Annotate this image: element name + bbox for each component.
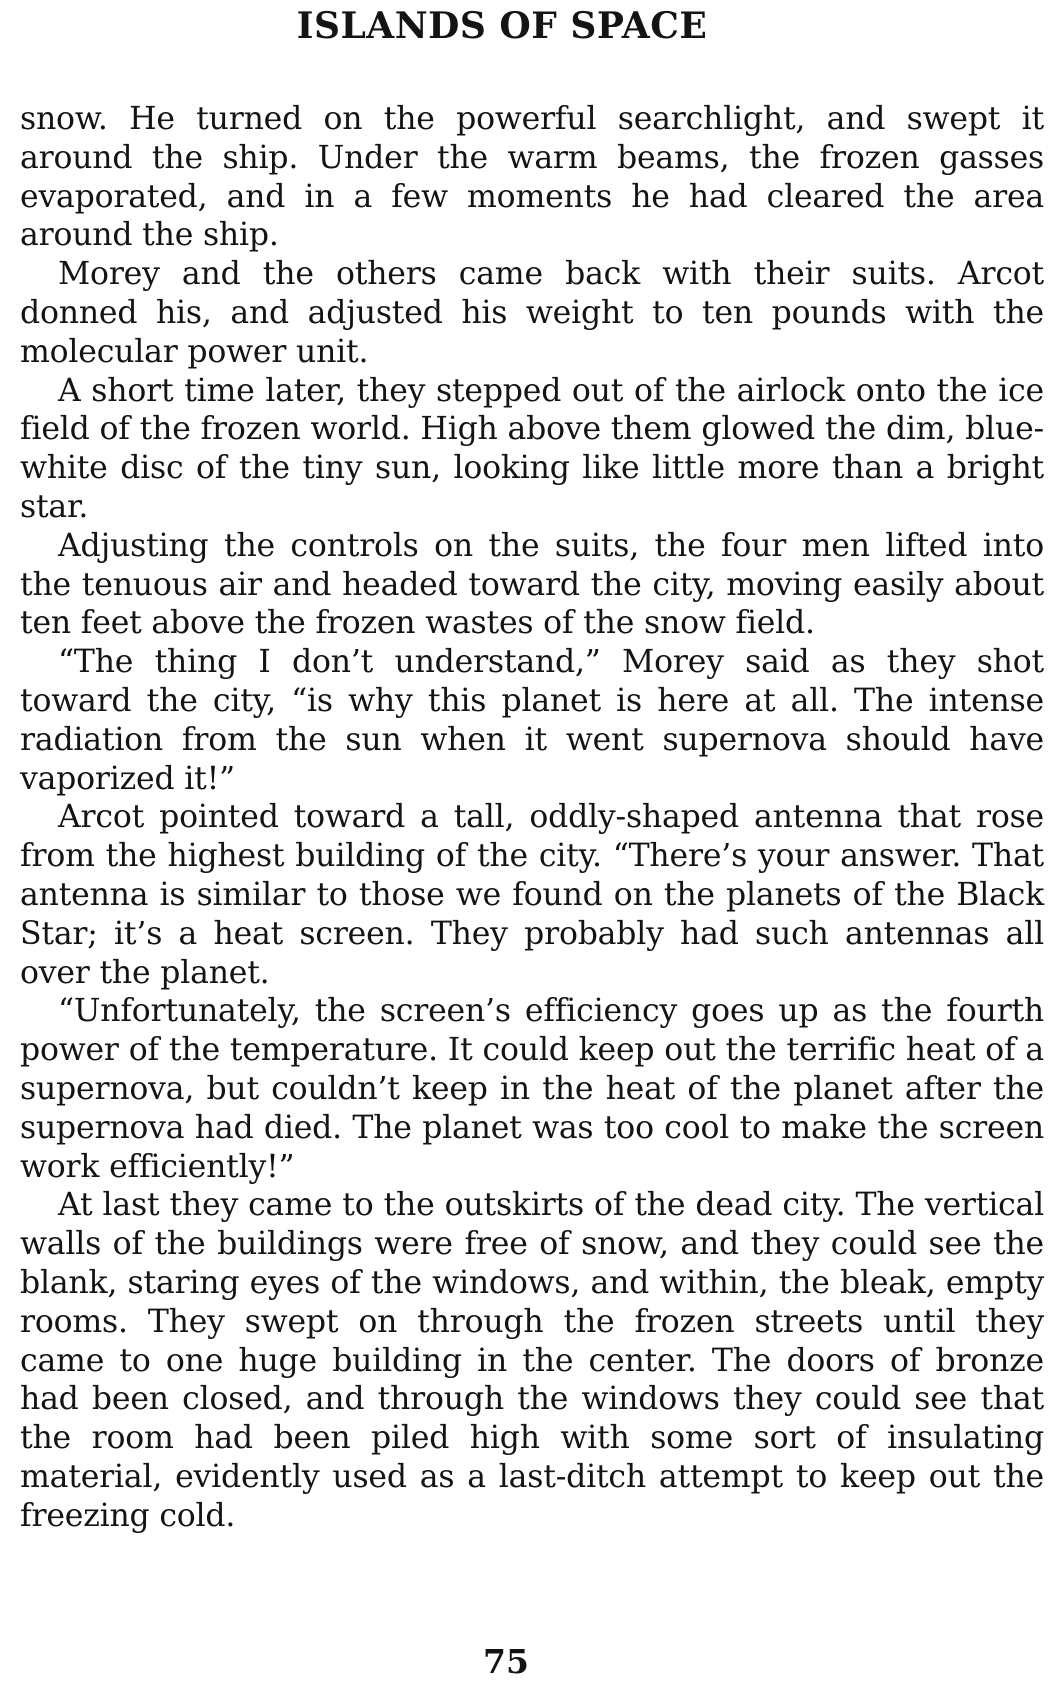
paragraph: snow. He turned on the powerful searchlight, and swept it around the ship. Under the warm beams, the frozen gasses evaporated, and in a few moments he had cleared the area around the ship. [20,101,1044,254]
paragraph: A short time later, they stepped out of the airlock onto the ice field of the frozen world. High above them glowed the dim, blue-white disc of the tiny sun, looking like little more than a bright star. [20,372,1044,525]
body-text [20,100,1044,1535]
paragraph: Arcot pointed toward a tall, oddly-shaped antenna that rose from the highest building of the city. “There’s your answer. That antenna is similar to those we found on the planets of the Black Star; it’s a heat screen. They probably had such antennas all over the planet. [20,799,1044,991]
paragraph: “Unfortunately, the screen’s efficiency goes up as the fourth power of the temperature. It could keep out the terrific heat of a supernova, but couldn’t keep in the heat of the planet after the supernova had died. The planet was too cool to make the screen work efficiently!” [20,993,1044,1185]
page-number: 75 [483,1642,529,1681]
running-title: ISLANDS OF SPACE [296,5,708,47]
paragraph: Adjusting the controls on the suits, the four men lifted into the tenuous air and headed toward the city, moving easily about ten feet above the frozen wastes of the snow field. [20,527,1044,642]
paragraph: At last they came to the outskirts of the dead city. The vertical walls of the buildings were free of snow, and they could see the blank, staring eyes of the windows, and within, the bleak, empty rooms. They swept on through the frozen streets until they came to one huge building in the center. The doors of bronze had been closed, and through the windows they could see that the room had been piled high with some sort of insulating material, evidently used as a last-ditch attempt to keep out the freezing cold. [20,1187,1044,1534]
paragraph: Morey and the others came back with their suits. Arcot donned his, and adjusted his weight to ten pounds with the molecular power unit. [20,256,1044,370]
paragraph: “The thing I don’t understand,” Morey said as they shot toward the city, “is why this planet is here at all. The intense radiation from the sun when it went supernova should have vaporized it!” [20,644,1044,797]
